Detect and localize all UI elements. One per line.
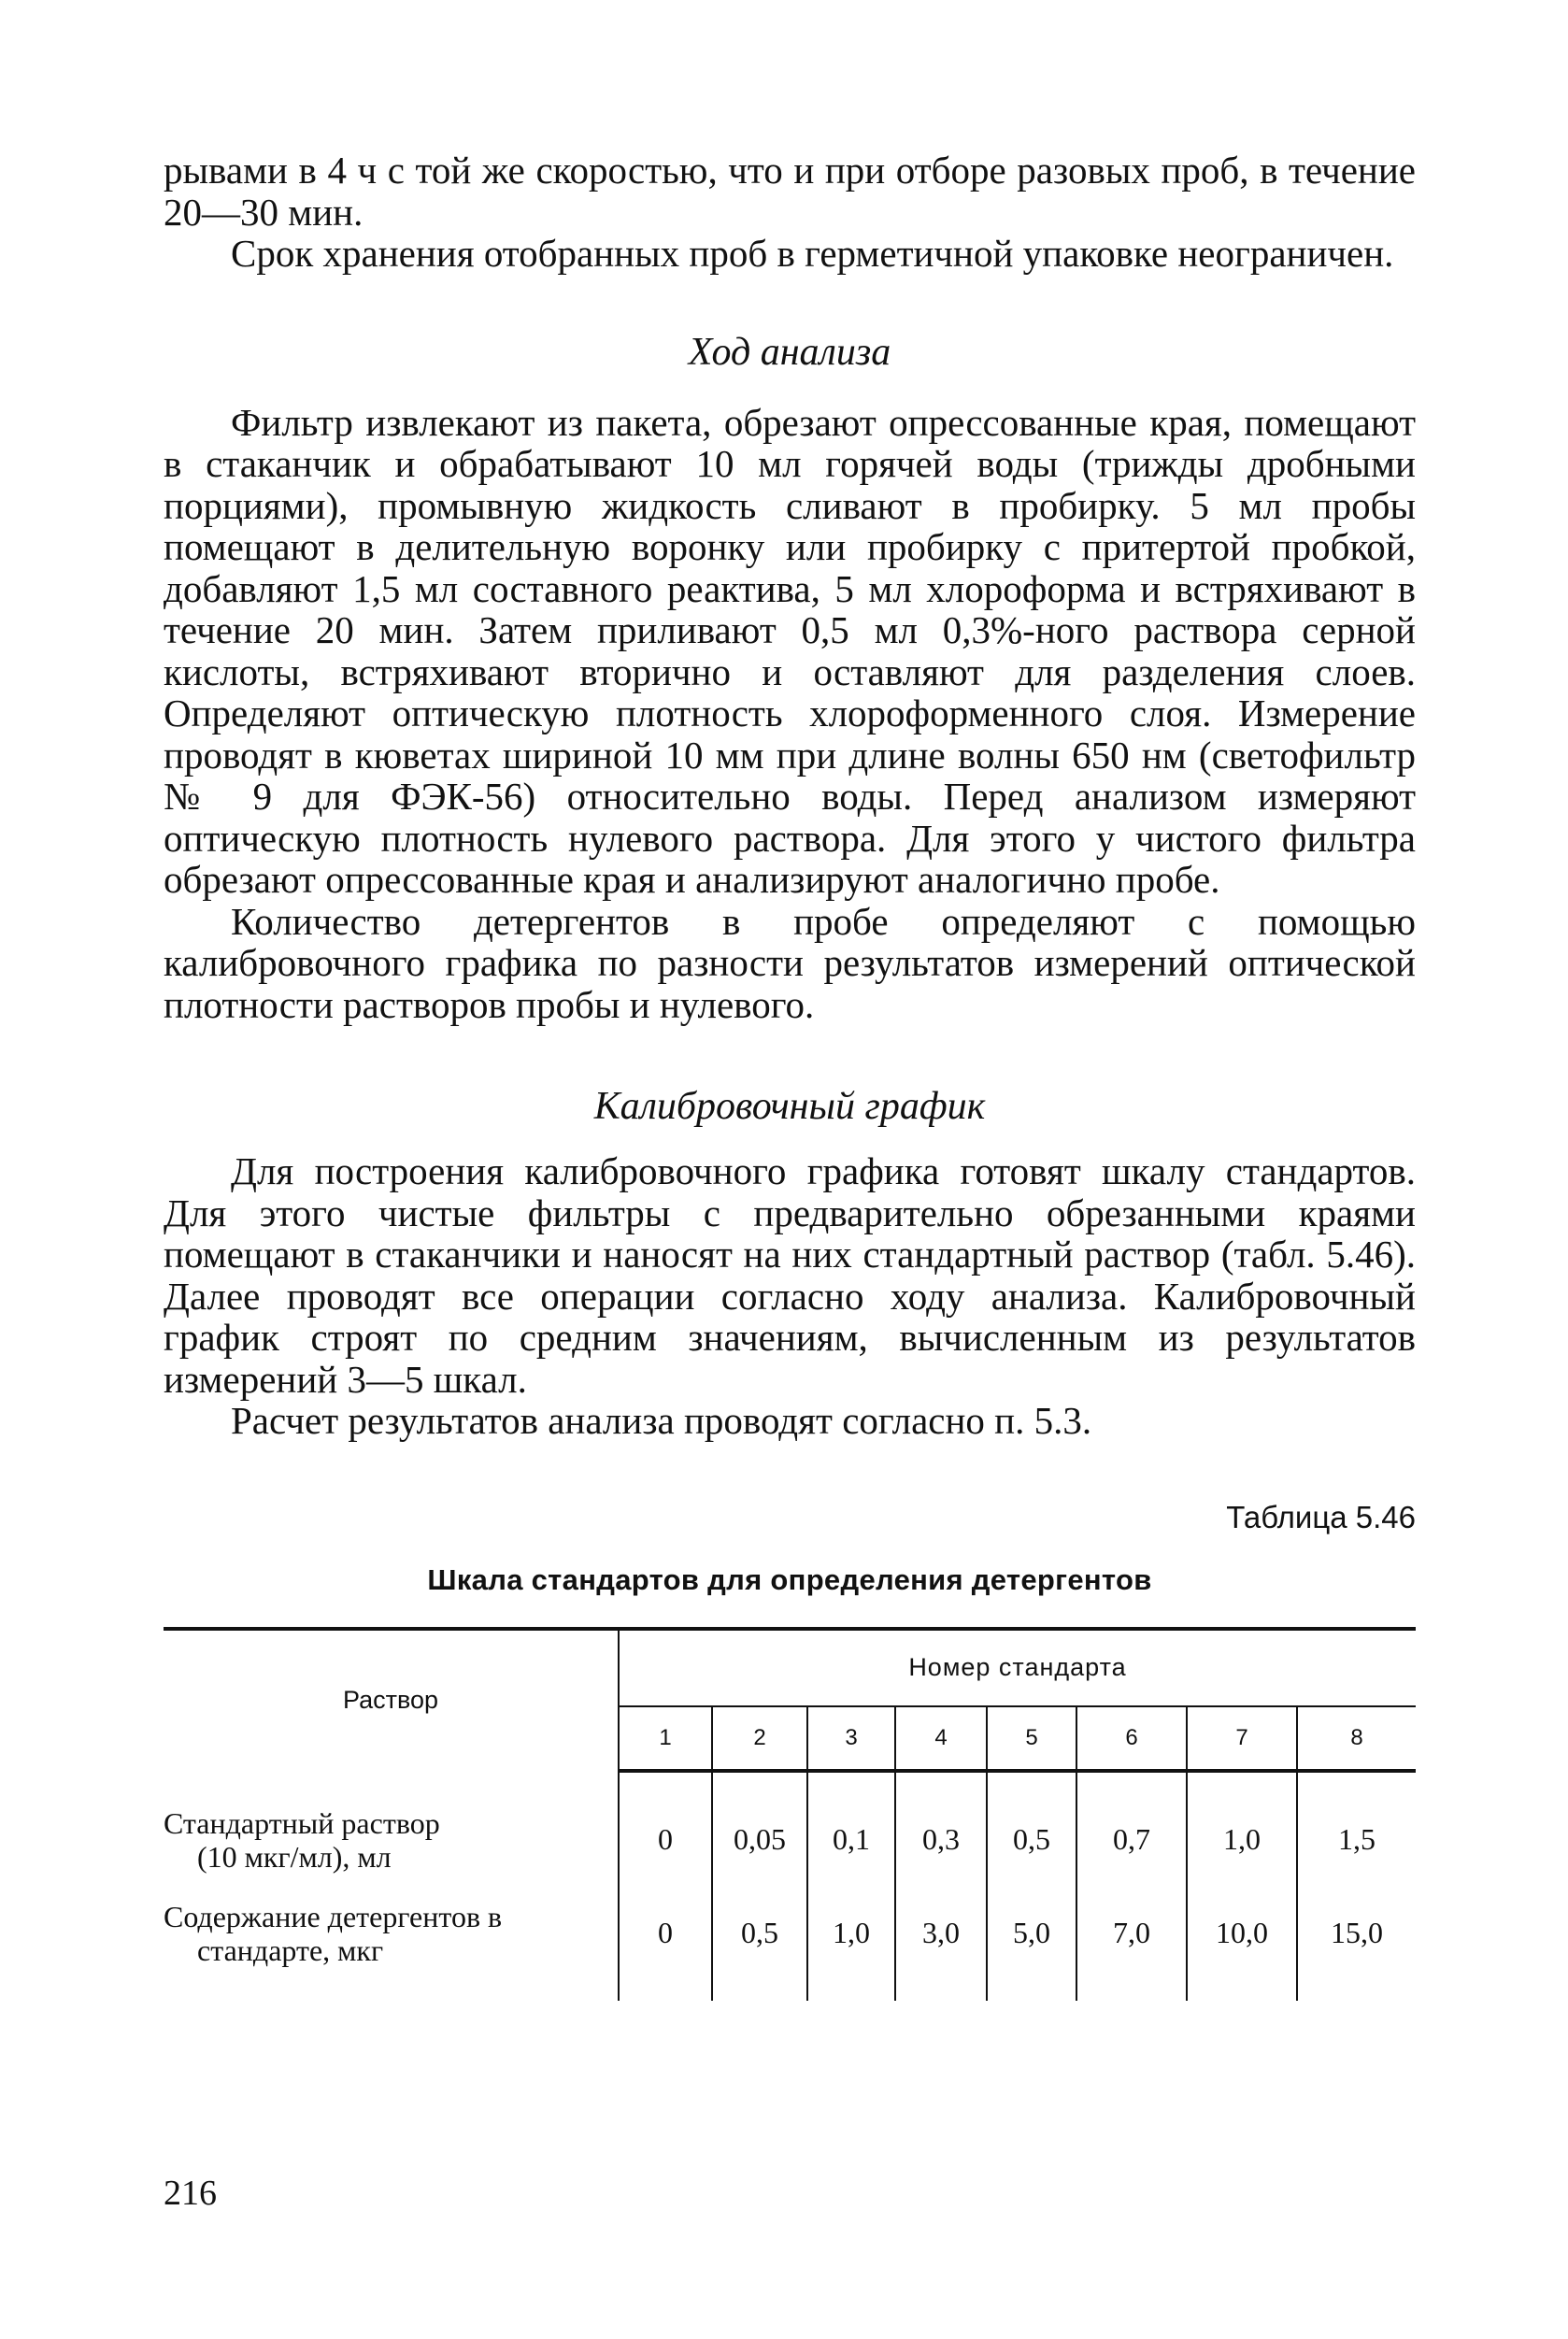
row-label-line: стандарте, мкг	[197, 1933, 384, 1967]
paragraph-calculation: Расчет результатов анализа проводят согласно п. 5.3.	[231, 1399, 1092, 1442]
standards-table	[164, 1627, 1416, 1967]
table-cell: 0,5	[712, 1887, 807, 1980]
table-cell: 5,0	[987, 1887, 1076, 1980]
table-cell: 0,1	[807, 1793, 895, 1887]
standard-number: 8	[1297, 1706, 1416, 1771]
section-heading-calibration: Калибровочный график	[593, 1085, 986, 1128]
table-cell: 0,5	[987, 1793, 1076, 1887]
page-number: 216	[164, 2174, 217, 2213]
row-label-line: Стандартный раствор	[164, 1805, 440, 1840]
paragraph-calibration: Для построения калибровочного графика готовят шкалу стандартов. Для этого чистые фильтры с предварительно обрезанными краями помещают в стаканчики и наносят на них стандартный раствор (табл. 5.46). Далее проводят все операции согласно ходу анализа. Калибровочный график строят по средним значениям, вычисленным из результатов измерений 3—5 шкал.	[164, 1149, 1416, 1401]
table-title: Шкала стандартов для определения детергентов	[427, 1562, 1152, 1596]
table-cell: 1,0	[1187, 1793, 1297, 1887]
page-content	[164, 149, 1416, 1967]
standard-number: 3	[807, 1706, 895, 1771]
standard-number: 1	[619, 1706, 712, 1771]
column-header-standard-number: Номер стандарта	[619, 1629, 1416, 1706]
paragraph-continuation: рывами в 4 ч с той же скоростью, что и при отборе разовых проб, в течение 20—30 мин.	[164, 149, 1416, 234]
table-cell: 0,05	[712, 1793, 807, 1887]
row-label-line: Содержание детергентов в	[164, 1899, 503, 1933]
standard-number: 4	[895, 1706, 987, 1771]
paragraph-storage: Срок хранения отобранных проб в герметичной упаковке неограничен.	[231, 232, 1394, 275]
standard-number: 2	[712, 1706, 807, 1771]
table-cell: 15,0	[1297, 1887, 1416, 1980]
standard-number: 5	[987, 1706, 1076, 1771]
table-cell: 1,5	[1297, 1793, 1416, 1887]
table-cell: 0,3	[895, 1793, 987, 1887]
table-label: Таблица 5.46	[1226, 1499, 1416, 1534]
table-row	[164, 1887, 1416, 1980]
table-row	[164, 1793, 1416, 1887]
table-cell: 0	[658, 1822, 673, 1856]
row-label	[164, 1887, 619, 1980]
table-cell: 1,0	[807, 1887, 895, 1980]
standard-number: 6	[1076, 1706, 1187, 1771]
standard-number: 7	[1187, 1706, 1297, 1771]
column-header-solution: Раствор	[164, 1629, 619, 1771]
paragraph-analysis-procedure: Фильтр извлекают из пакета, обрезают опрессованные края, помещают в стаканчик и обрабатывают 10 мл горячей воды (трижды дробными порциями), промывную жидкость сливают в пробирку. 5 мл пробы помещают в делительную воронку или пробирку с притертой пробкой, добавляют 1,5 мл составного реактива, 5 мл хлороформа и встряхивают в течение 20 мин. Затем приливают 0,5 мл 0,3%-ного раствора серной кислоты, встряхивают вторично и оставляют для разделения слоев. Определяют оптическую плотность хлороформенного слоя. Измерение проводят в кюветах шириной 10 мм при длине волны 650 нм (светофильтр № 9 для ФЭК-56) относительно воды. Перед анализом измеряют оптическую плотность нулевого раствора. Для этого у чистого фильтра обрезают опрессованные края и анализируют аналогично пробе.	[164, 400, 1416, 901]
table-cell: 7,0	[1076, 1887, 1187, 1980]
table-cell: 0,7	[1076, 1793, 1187, 1887]
table-cell: 0	[658, 1916, 673, 1949]
row-label-line: (10 мкг/мл), мл	[197, 1839, 392, 1874]
paragraph-analysis-quantity: Количество детергентов в пробе определяют с помощью калибровочного графика по разности результатов измерений оптической плотности растворов пробы и нулевого.	[164, 899, 1416, 1026]
table-cell: 10,0	[1187, 1887, 1297, 1980]
table-cell: 3,0	[895, 1887, 987, 1980]
section-heading-analysis: Ход анализа	[688, 330, 891, 374]
row-label	[164, 1793, 619, 1887]
